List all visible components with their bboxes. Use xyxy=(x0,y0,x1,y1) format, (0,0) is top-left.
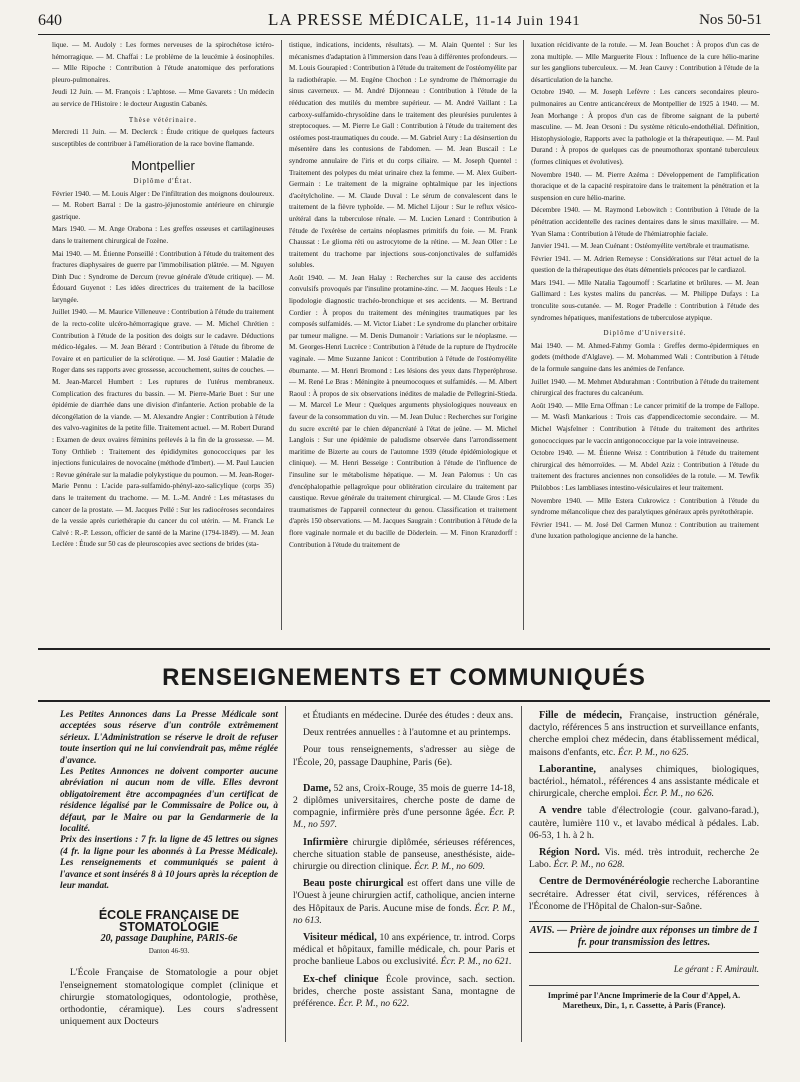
school-text-continued: Pour tous renseignements, s'adresser au siège de l'École, 20, passage Dauphine, Paris (6e). xyxy=(293,744,515,768)
section-label: Diplôme d'Université. xyxy=(603,329,687,338)
header-rule xyxy=(38,34,770,35)
section-title: RENSEIGNEMENTS ET COMMUNIQUÉS xyxy=(162,664,646,691)
thesis-paragraph: Janvier 1941. — M. Jean Cuénant : Ostéomyélite vertébrale et traumatisme. xyxy=(531,242,750,251)
classified-ad: Infirmière chirurgie diplômée, sérieuses références, cherche situation stable de panseuse, anesthésiste, aide-chirurgie ou direction clinique. Écr. P. M., no 609. xyxy=(293,836,515,873)
ads-column-2 xyxy=(293,710,515,1015)
thesis-column-1 xyxy=(52,40,274,620)
thesis-column-3 xyxy=(531,40,759,620)
classified-ad: Beau poste chirurgical est offert dans une ville de l'Ouest à jeune chirurgien actif, catholique, ancien interne des Hôpitaux de Paris. Aucune mise de fonds. Écr. P. M., no 613. xyxy=(293,878,516,926)
issue-date: 11-14 Juin 1941 xyxy=(475,14,581,29)
thesis-paragraph: Février 1941. — M. Adrien Remeyse : Considérations sur l'état actuel de la question de la thérapeutique des états démentiels précoces par le cardiazol. xyxy=(531,254,759,275)
thesis-paragraph: Août 1940. — M. Jean Halay : Recherches sur la cause des accidents convulsifs provoqués par l'insuline protamine-zinc. — M. Jacques Heuls : Le lipodologie diagnostic trachéo-bronchique et ses accidents. — M. Bertrand Cordier : À propos du traitement des méningites traumatiques par les composés sulfamidés. — M. Victor Liabet : Le syndrome du plancher orbitaire par tumeur maligne. — M. Denis Dumanoir : Variations sur le néoplasme. — M. Georges-Henri Lucrèce : Contribution à l'étude de la rupture de l'hydrocèle vaginale. — Mme Suzanne Janicot : Contribution à l'étude de l'ostéomyélite éburnante. — M. Henri Bromond : Les lésions des yeux dans l'hyperéphrose. — M. René Le Bras : Méningite à pneumocoques et sulfamidés. — M. Albert Raoul : À propos de six observations inédites de maladie de Pellegrini-Stieda. — M. Marcel Le Meur : Quelques arguments physiologiques nouveaux en faveur de la consommation du vin. — M. Jean Duluc : Recherches sur l'origine du sucre excrété par le chien dépancréaté à l'état de jeûne. — M. Michel Langlois : Sur une épidémie de paludisme observée dans l'arrondissement maritime de Bizerte au cours de l'automne 1939 (étude épidémiologique et clinique). — M. Henri Besseige : Contribution à l'étude de l'influence de l'insuline sur le métabolisme hépatique. — M. Jean Palomus : Un cas d'encéphalopathie pellagroïque pour oblitération circulaire du traitement par caustique. Revue générale du traitement chirurgical. — M. Claude Gros : Les traumatismes de l'appareil connecteur du genou. Classification et traitement d'après 150 observations. — M. Jacques Saugrain : Contribution à l'étude de la flore vaginale normale et du bacille de Döderlein. — M. Finon Kranzdorff : Contribution à l'étude du traitement de xyxy=(289,273,517,549)
thesis-paragraph: Juillet 1940. — M. Maurice Villeneuve : Contribution à l'étude du traitement de la recto-colite ulcéro-hémorragique grave. — M. Michel Chrétien : Contribution à l'étude de la position des doigts sur le cadavre. Déductions médico-légales. — M. Jean Bérard : Contribution à l'étude du fibrome de l'ovaire et en particulier de la sclérotique. — M. José Gautier : Maladie de Roger dans ses rapports avec grossesse, accouchement, suites de couches. — M. Jean-Marcel Humbert : Les ruptures de l'utérus membraneux. Complication des fractures du bassin. — M. Pierre-Marie Buet : Sur une épidémie de diarrhée dans une division d'infanterie. Action probable de la décongélation de la viande. — M. Alexandre Angier : Contribution à l'étude des valvo-vaginites de la petite fille. Traitement actuel. — M. Robert Durand : Examen de deux ovaires féminins prélevés à la fin de la grossesse. — M. Tony Orthlieb : Traitement des épididymites gonococciques par les injections funiculaires de novocaïne (méthode d'Imbert). — M. Paul Laucien : Revue générale sur la maladie polykystique du poumon. — M. Jean-Roger-Marie Pennu : L'acide para-sulfamido-phényl-azo-salicylique (corps 35) dans le traitement du trachome. — M. L.-M. André : Les métastases du cancer de la prostate. — M. Jacques Pellé : Sur les radiocéroses secondaires de la vessie après curiethérapie du cancer du col utérin. — M. Franck Le Calvé : R.-P. Lesson, officier de santé de la Marine (1794-1849). — M. Jean Leclère : Étude sur 50 cas de pleuroscopies avec sections de brides (sta- xyxy=(52,308,274,549)
classified-ad: Centre de Dermovénéréologie recherche Laborantine secrétaire. Adresser état civil, services, références à l'Économe de l'Hôpital de Chalon-sur-Saône. xyxy=(529,876,759,912)
thesis-column-2 xyxy=(289,40,517,620)
school-name: ÉCOLE FRANÇAISE DE STOMATOLOGIE xyxy=(98,907,240,934)
section-rule-top xyxy=(38,648,770,650)
column-divider xyxy=(285,706,286,1042)
city-heading: Montpellier xyxy=(131,158,195,174)
thesis-paragraph: Février 1941. — M. José Del Carmen Munoz : Contribution au traitement d'une luxation pathologique ancienne de la hanche. xyxy=(531,520,759,541)
classified-ad: A vendre table d'électrologie (cour. galvano-farad.), cautère, lumière 110 v., et lavabo médical à pédales. Lab. 06-53, 1 h. à 2 h. xyxy=(529,805,759,841)
page-number: 640 xyxy=(38,12,62,29)
column-divider xyxy=(523,40,524,630)
section-rule-bottom xyxy=(38,700,770,702)
school-text: L'École Française de Stomatologie a pour objet l'enseignement stomatologique complet (clinique et chirurgie stomatologiques, odontologie, prothèse, orthodontie, céramique). Les cours s'adressent uniquement aux Docteurs xyxy=(60,967,278,1028)
thesis-paragraph: Juillet 1940. — M. Mehmet Abdurahman : Contribution à l'étude du traitement chirurgical des fractures du calcanéum. xyxy=(531,377,759,398)
avis-notice: AVIS. — Prière de joindre aux réponses un timbre de 1 fr. pour transmission des lettres. xyxy=(529,921,759,953)
classified-ad: Laborantine, analyses chimiques, biologiques, bactériol., hématol., références 4 ans assistante médicale et chirurgicale, cherche emploi. Écr. P. M., no 626. xyxy=(529,763,759,800)
gerant-signature: Le gérant : F. Amirault. xyxy=(673,964,759,975)
thesis-paragraph: Mars 1940. — M. Ange Orabona : Les greffes osseuses et cartilagineuses dans le traitement chirurgical de l'ozène. xyxy=(52,225,274,245)
school-phone: Danton 46-93. xyxy=(148,947,190,956)
classified-ad: Fille de médecin, Française, instruction générale, dactylo, références 5 ans instruction et surveillance enfants, cherche emploi chez médecin, dans établissement médical, maisons d'enfants, etc. Écr. P. M., no 625. xyxy=(529,710,759,758)
classified-ad: Visiteur médical, 10 ans expérience, tr. introd. Corps médical et hôpitaux, famille médicale, ch. pour Paris et proche banlieue Labos ou exclusivité. Écr. P. M., no 621. xyxy=(293,932,516,968)
column-divider xyxy=(281,40,282,630)
ads-intro: Les Petites Annonces ne doivent comporter aucune abréviation ni aucun nom de ville. Elles devront obligatoirement être accompagnées d'un certificat de résidence légalisé par le Commissaire de Police ou, à défaut, par le Maire ou par la Gendarmerie de la localité. xyxy=(60,767,278,835)
thesis-paragraph: Jeudi 12 Juin. — M. François : L'aphtose. — Mme Gavarets : Un médecin au service de l'Histoire : le docteur Augustin Cabanès. xyxy=(52,88,274,108)
ads-column-3 xyxy=(529,710,759,1011)
ads-intro: Prix des insertions : 7 fr. la ligne de 45 lettres ou signes (4 fr. la ligne pour les abonnés à La Presse Médicale). Les renseignements et communiqués se paient à l'avance et sont insérés 8 à 10 jours après la réception de leur mandat. xyxy=(60,835,278,892)
printer-imprint: Imprimé par l'Ancne Imprimerie de la Cour d'Appel, A. Maretheux, Dir., 1, r. Cassette, à Paris (France). xyxy=(529,985,759,1011)
page-header xyxy=(38,8,770,36)
school-address: 20, passage Dauphine, PARIS-6e xyxy=(100,932,238,944)
column-divider xyxy=(521,706,522,1042)
thesis-paragraph: Février 1940. — M. Louis Alger : De l'infiltration des moignons douloureux. — M. Robert Barral : De la gastro-jéjunostomie antérieure en chirurgie gastrique. xyxy=(52,189,274,221)
thesis-paragraph: Octobre 1940. — M. Étienne Weisz : Contribution à l'étude du traitement chirurgical des hémorroïdes. — M. Abdel Aziz : Contribution à l'étude du traitement des fractures anciennes non consolidées de la rotule. — M. Tewfik Philobbos : Les lambliases intestino-vésiculaires et leur traitement. xyxy=(531,449,759,492)
thesis-paragraph: lique. — M. Audoly : Les formes nerveuses de la spirochétose ictéro-hémorragique. — M. Chaffai : Le problème de la leucémie à éosinophiles. — Mlle Ripoche : Contribution à l'étude anatomique des perforations pleuro-pulmonaires. xyxy=(52,41,274,84)
journal-title: LA PRESSE MÉDICALE, 11-14 Juin 1941 xyxy=(268,10,581,29)
thesis-paragraph: Mercredi 11 Juin. — M. Declerck : Étude critique de quelques facteurs susceptibles de contribuer à l'amélioration de la race bovine flamande. xyxy=(52,128,274,148)
ads-column-1 xyxy=(60,710,278,1028)
thesis-paragraph: Novembre 1940. — M. Pierre Azéma : Développement de l'amplification thoracique et de la capacité respiratoire dans le traitement la pénétration et la suspension en cure hélio-marine. xyxy=(531,170,759,202)
section-label: Thèse vétérinaire. xyxy=(128,115,198,124)
thesis-paragraph: tistique, indications, incidents, résultats). — M. Alain Quentel : Sur les mécanismes d'adaptation à l'immersion dans l'eau à différentes profondeurs. — M. Louis Gourapied : Contribution à l'étude du traitement de l'ostéomyélite par la radiothérapie. — M. Eugène Chochon : Le syndrome de l'hémorragie du sinus caverneux. — M. André Dijonneau : Contribution à l'étude de la rééducation des mutilés du membre supérieur. — M. André Vaillant : La carboxy-sulfamido-chrysoïdine dans le traitement des pleurésies purulentes à streptocoques. — M. Pierre Le Gall : Contribution à l'étude du traitement des ostéomes post-traumatiques du coude. — M. Gabriel Aury : La désinsertion du mésentère dans les contusions de l'abdomen. — M. Jean Buscail : Le syndrome annulaire de l'iris et du corps ciliaire. — M. Joseph Quentel : Traitement des polypes du méat urinaire chez la femme. — M. Alex Guibert-Germain : Le traitement de la migraine ophtalmique par les injections d'acétylcholine. — M. Claude Duval : Le sérum de convalescent dans le traitement de la fièvre typhoïde. — M. Michel Lijour : Sur le reflux vésico-urétéral dans la tuberculose rénale. — M. Lucien Lenard : Contribution à l'étude de l'exérèse de certains néoplasmes primitifs du foie. — M. Frank Chaussat : Le glioma réti ou astrocytome de la rétine. — M. Jean Oller : Le traitement du trachome par injections sous-conjonctivales de sulfamidés solubles. xyxy=(289,41,517,270)
thesis-paragraph: Octobre 1940. — M. Joseph Lefèvre : Les cancers secondaires pleuro-pulmonaires au Centre anticancéreux de Montpellier de 1925 à 1940. — M. Jean Morhange : À propos d'un cas de fibrome saignant de la puberté masculine. — M. Jean Orsoni : Du système réticulo-endothélial. Définition, Histophysiologie, Rapports avec la pathologie et la thérapeutique. — M. Paul Durand : À propos de quelques cas de pneumothorax spontané tuberculeux (formes cliniques et évolutives). xyxy=(531,88,759,166)
thesis-paragraph: Mars 1941. — Mlle Natalia Tagoumoff : Scarlatine et brûlures. — M. Jean Gallimard : Les kystes malins du pancréas. — M. Philippe Dufays : La tronculite sous-cutanée. — M. Roger Pradelle : Contribution à l'étude des syndromes hépatiques, manifestations de tuberculose atypique. xyxy=(531,278,759,322)
thesis-paragraph: Mai 1940. — M. Étienne Ponseillé : Contribution à l'étude du traitement des fractures diaphysaires de guerre par l'immobilisation plâtrée. — M. Nguyen Dinh Duc : Syndrome de Dercum (revue générale d'étude critique). — M. Édouard Guyenot : Les idées directrices du traitement de la bacillose laryngée. xyxy=(52,249,274,304)
thesis-paragraph: Novembre 1940. — Mlle Estera Cukrowicz : Contribution à l'étude du syndrome mélancolique chez des paralytiques généraux après pyrétothérapie. xyxy=(531,496,759,517)
thesis-paragraph: Août 1940. — Mlle Erna Offman : Le cancer primitif de la trompe de Fallope. — M. Wasfi Mankarious : Trois cas d'appendicectomie secondaire. — M. Michel Wajsfelner : Contribution à l'étude du traitement des arthrites gonococciques par le vaccin antigonococcique par la voie intraveineuse. xyxy=(531,401,759,445)
classified-ad: Ex-chef clinique École province, sach. section. brides, cherche poste assistant Sana, montagne de préférence. Écr. P. M., no 622. xyxy=(293,973,515,1010)
school-text-continued: et Étudiants en médecine. Durée des études : deux ans. xyxy=(303,710,514,721)
issue-number: Nos 50-51 xyxy=(699,12,762,28)
classified-ad: Région Nord. Vis. méd. très introduit, recherche 2e Labo. Écr. P. M., no 628. xyxy=(529,847,759,871)
school-text-continued: Deux rentrées annuelles : à l'automne et au printemps. xyxy=(303,727,511,739)
ads-intro: Les Petites Annonces dans La Presse Médicale sont acceptées sous réserve d'un contrôle extrêmement sérieux. L'Administration se réserve le droit de refuser toute insertion qui ne lui conviendrait pas, même réglée d'avance. xyxy=(60,710,278,766)
thesis-paragraph: Mai 1940. — M. Ahmed-Fahmy Gomla : Greffes dermo-épidermiques en godets (méthode d'Alglave). — M. Mohammed Wali : Contribution à l'étude de la formule sanguine dans les anémies de l'enfance. xyxy=(531,341,759,374)
section-label: Diplôme d'État. xyxy=(133,176,193,185)
thesis-paragraph: Décembre 1940. — M. Raymond Lebowitch : Contribution à l'étude de la pénétration accidentelle des racines dentaires dans le sinus maxillaire. — M. Yvan Slama : Contribution à l'étude de l'hémiatrophie faciale. xyxy=(531,206,759,238)
classified-ad: Dame, 52 ans, Croix-Rouge, 35 mois de guerre 14-18, 2 diplômes universitaires, cherche poste de dame de compagnie, infirmière près d'une personne âgée. Écr. P. M., no 597. xyxy=(293,782,515,831)
school-notice xyxy=(60,909,278,958)
thesis-paragraph: luxation récidivante de la rotule. — M. Jean Bouchet : À propos d'un cas de zona multiple. — Mlle Marguerite Floux : Influence de la cure hélio-marine sur les ganglions tuberculeux. — M. Jean Cauvy : Contribution à l'étude de la désarticulation de la hanche. xyxy=(531,41,759,84)
